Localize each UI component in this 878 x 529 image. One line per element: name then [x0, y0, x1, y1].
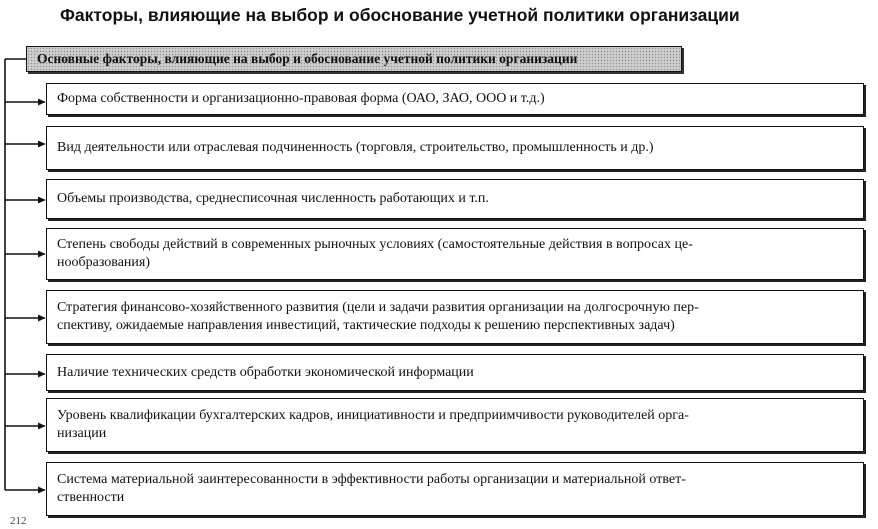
- factor-label: Вид деятельности или отраслевая подчиненность (торговля, строительство, промышленность и др.): [57, 140, 654, 155]
- factor-label: Форма собственности и организационно-правовая форма (ОАО, ЗАО, ООО и т.д.): [57, 91, 545, 106]
- factor-label: Стратегия финансово-хозяйственного развития (цели и задачи развития организации на долгосрочную пер- спективу, ожидаемые направления инвестиций, тактические подходы к решению перспективных задач): [57, 300, 699, 333]
- arrow-group: [5, 102, 45, 490]
- factor-label: Наличие технических средств обработки экономической информации: [57, 364, 474, 380]
- factor-box-technical-means: [46, 354, 864, 391]
- factor-box-ownership-form: [46, 83, 864, 115]
- factor-label: Уровень квалификации бухгалтерских кадров, инициативности и предприимчивости руководителей орга- низации: [57, 408, 689, 441]
- header-label: Основные факторы, влияющие на выбор и обоснование учетной политики организации: [37, 51, 578, 66]
- page-title: Факторы, влияющие на выбор и обоснование учетной политики организации: [60, 5, 740, 25]
- factor-box-activity-type: [46, 126, 864, 170]
- header-box: [26, 46, 682, 72]
- factor-label: Объемы производства, среднесписочная численность работающих и т.п.: [57, 191, 489, 206]
- factor-box-freedom-of-action: [46, 228, 864, 280]
- factor-label: Степень свободы действий в современных рыночных условиях (самостоятельные действия в вопросах це- нообразования): [57, 237, 693, 270]
- factor-box-material-incentives: [46, 462, 864, 516]
- factor-label: Система материальной заинтересованности в эффективности работы организации и материальной ответ- ственности: [57, 472, 686, 505]
- factor-box-production-volume: [46, 179, 864, 219]
- page-number: 212: [10, 515, 27, 527]
- factor-box-development-strategy: [46, 290, 864, 344]
- factor-box-staff-qualification: [46, 398, 864, 452]
